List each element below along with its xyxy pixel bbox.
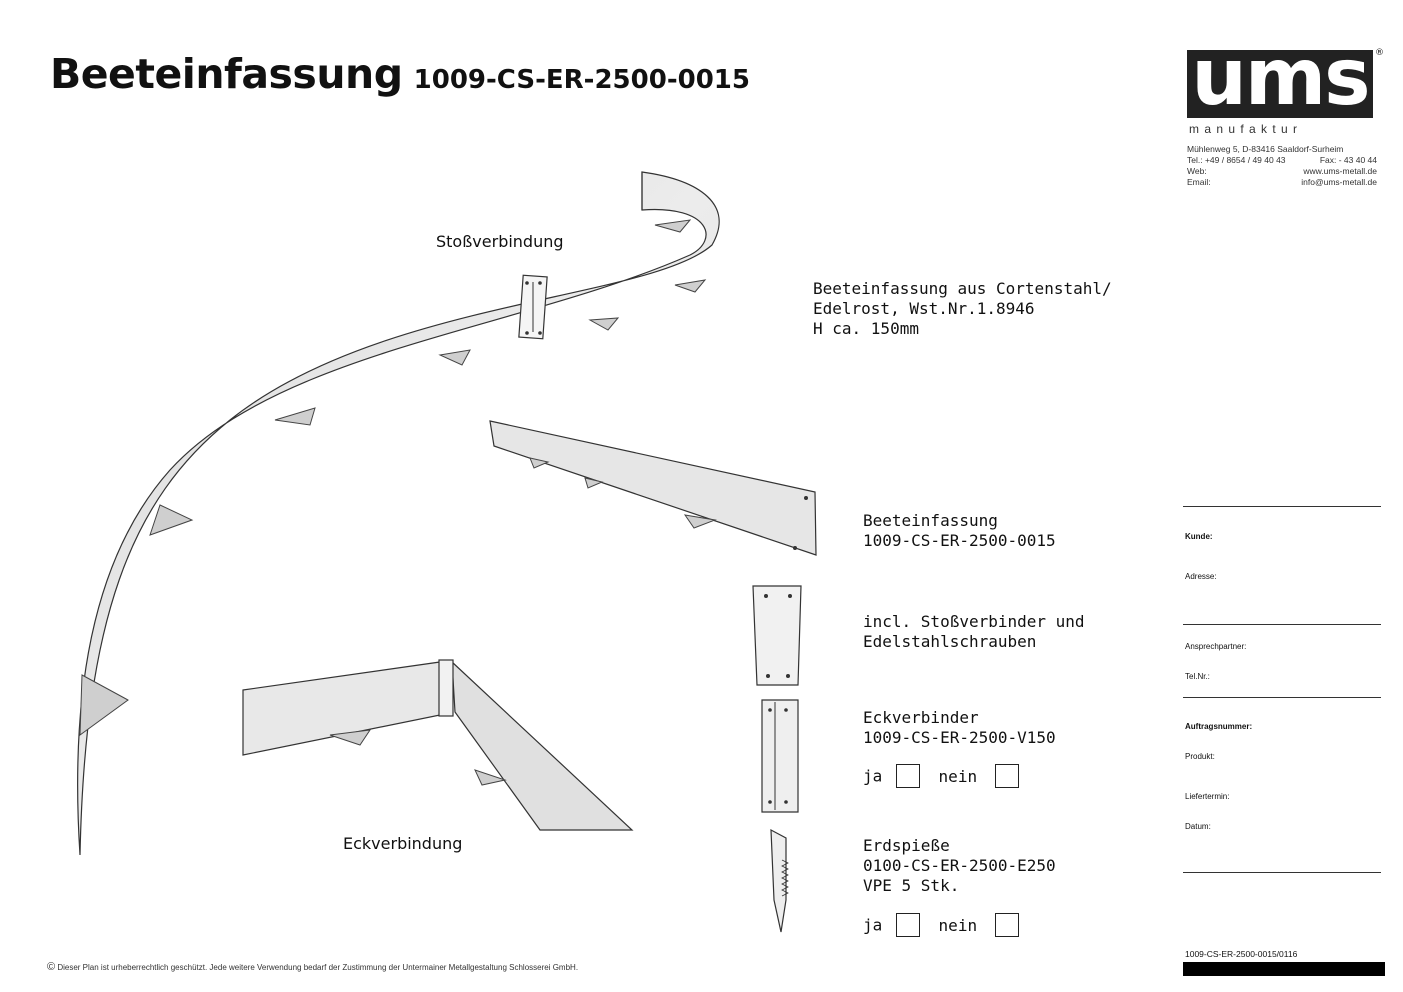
form-divider (1183, 872, 1381, 873)
part-included (863, 612, 1085, 652)
corner-left-panel (243, 662, 440, 755)
part-edging-code: 1009-CS-ER-2500-0015 (863, 531, 1056, 550)
contact-fax: Fax: - 43 40 44 (1319, 155, 1377, 165)
corner-right-panel (452, 662, 632, 830)
part-spikes-pack: VPE 5 Stk. (863, 876, 960, 895)
contact-phone-row (1187, 155, 1377, 166)
title-block-bar (1183, 962, 1385, 976)
part-included-line-2: Edelstahlschrauben (863, 632, 1037, 651)
contact-email-link[interactable]: info@ums-metall.de (1301, 177, 1377, 187)
straight-edging-piece (490, 421, 816, 555)
spikes-yes-label: ja (863, 915, 883, 935)
contact-email-label: Email: (1187, 177, 1211, 187)
form-divider (1183, 624, 1381, 625)
document-number: 1009-CS-ER-2500-0015/0116 (1185, 949, 1298, 959)
logo-subtitle: m a n u f a k t u r (1189, 122, 1299, 136)
contact-address: Mühlenweg 5, D-83416 Saaldorf-Surheim (1187, 144, 1344, 154)
corner-no-label: nein (938, 766, 978, 786)
corner-connector (439, 660, 453, 716)
form-contact-label: Ansprechpartner: (1185, 642, 1247, 651)
part-spikes (863, 836, 1056, 896)
contact-web-label: Web: (1187, 166, 1207, 176)
form-product-label: Produkt: (1185, 752, 1215, 761)
title-code: 1009-CS-ER-2500-0015 (413, 65, 750, 95)
corner-connector-part-icon (762, 700, 798, 812)
joint-label: Stoßverbindung (436, 232, 564, 251)
part-spikes-code: 0100-CS-ER-2500-E250 (863, 856, 1056, 875)
corner-label: Eckverbindung (343, 834, 463, 853)
contact-email-row (1187, 177, 1377, 188)
form-date-label: Datum: (1185, 822, 1211, 831)
form-divider (1183, 697, 1381, 698)
form-delivery-date-label: Liefertermin: (1185, 792, 1230, 801)
contact-web-row (1187, 166, 1377, 177)
part-spikes-name: Erdspieße (863, 836, 950, 855)
part-edging (863, 511, 1056, 551)
material-description (813, 279, 1112, 339)
part-corner (863, 708, 1056, 748)
logo-brand: ums (1191, 33, 1369, 123)
joint-plate-part-icon (753, 586, 801, 685)
spikes-no-label: nein (938, 915, 978, 935)
part-corner-name: Eckverbinder (863, 708, 979, 727)
form-customer-label: Kunde: (1185, 532, 1213, 541)
spikes-option-row (863, 913, 1019, 937)
form-phone-label: Tel.Nr.: (1185, 672, 1210, 681)
material-line-1: Beeteinfassung aus Cortenstahl/ (813, 279, 1112, 298)
contact-web-link[interactable]: www.ums-metall.de (1303, 166, 1377, 176)
corner-yes-checkbox[interactable] (896, 764, 920, 788)
title-text: Beeteinfassung (50, 50, 403, 98)
material-line-2: Edelrost, Wst.Nr.1.8946 (813, 299, 1035, 318)
spikes-yes-checkbox[interactable] (896, 913, 920, 937)
copyright-footer (47, 961, 578, 973)
form-address-label: Adresse: (1185, 572, 1217, 581)
spikes-no-checkbox[interactable] (995, 913, 1019, 937)
material-line-3: H ca. 150mm (813, 319, 919, 338)
logo-registered: ® (1375, 48, 1384, 58)
part-corner-code: 1009-CS-ER-2500-V150 (863, 728, 1056, 747)
contact-phone: Tel.: +49 / 8654 / 49 40 43 (1187, 155, 1286, 165)
ground-spike-part-icon (771, 830, 786, 932)
corner-option-row (863, 764, 1019, 788)
corner-yes-label: ja (863, 766, 883, 786)
copyright-text: Dieser Plan ist urheberrechtlich geschützt. Jede weitere Verwendung bedarf der Zustimmung der Untermainer Metallgestaltung Schlosserei GmbH. (57, 963, 579, 972)
form-divider (1183, 506, 1381, 507)
part-edging-name: Beeteinfassung (863, 511, 998, 530)
part-included-line-1: incl. Stoßverbinder und (863, 612, 1085, 631)
company-logo-block (1187, 33, 1384, 188)
contact-info (1187, 144, 1377, 188)
form-order-number-label: Auftragsnummer: (1185, 722, 1253, 731)
copyright-icon: © (47, 961, 56, 973)
corner-no-checkbox[interactable] (995, 764, 1019, 788)
